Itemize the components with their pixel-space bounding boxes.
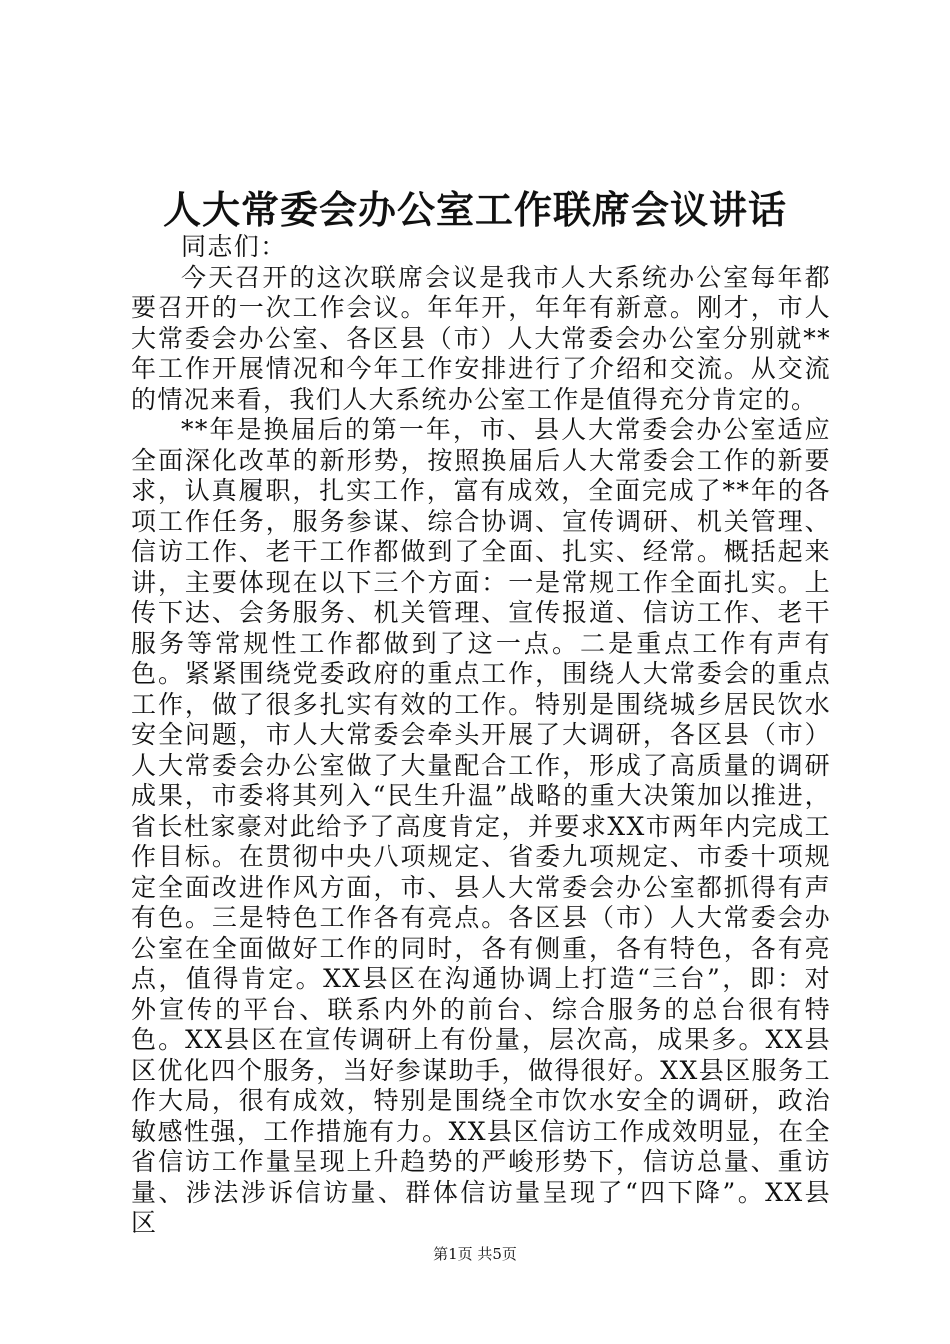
paragraph-1: 今天召开的这次联席会议是我市人大系统办公室每年都要召开的一次工作会议。年年开，年年有新意。刚才，市人大常委会办公室、各区县（市）人大常委会办公室分别就**年工作开展情况和今年工作安排进行了介绍和交流。从交流的情况来看，我们人大系统办公室工作是值得充分肯定的。 <box>131 262 831 414</box>
document-title: 人大常委会办公室工作联席会议讲话 <box>162 187 787 232</box>
document-body <box>131 232 831 1239</box>
page-footer: 第1页 共5页 <box>433 1245 517 1263</box>
greeting-line: 同志们： <box>181 232 287 261</box>
paragraph-2: **年是换届后的第一年，市、县人大常委会办公室适应全面深化改革的新形势，按照换届后人大常委会工作的新要求，认真履职，扎实工作，富有成效，全面完成了**年的各项工作任务，服务参谋、综合协调、宣传调研、机关管理、信访工作、老干工作都做到了全面、扎实、经常。概括起来讲，主要体现在以下三个方面：一是常规工作全面扎实。上传下达、会务服务、机关管理、宣传报道、信访工作、老干服务等常规性工作都做到了这一点。二是重点工作有声有色。紧紧围绕党委政府的重点工作，围绕人大常委会的重点工作，做了很多扎实有效的工作。特别是围绕城乡居民饮水安全问题，市人大常委会牵头开展了大调研，各区县（市）人大常委会办公室做了大量配合工作，形成了高质量的调研成果，市委将其列入“民生升温”战略的重大决策加以推进，省长杜家豪对此给予了高度肯定，并要求XX市两年内完成工作目标。在贯彻中央八项规定、省委九项规定、市委十项规定全面改进作风方面，市、县人大常委会办公室都抓得有声有色。三是特色工作各有亮点。各区县（市）人大常委会办公室在全面做好工作的同时，各有侧重，各有特色，各有亮点，值得肯定。XX县区在沟通协调上打造“三台”，即：对外宣传的平台、联系内外的前台、综合服务的总台很有特色。XX县区在宣传调研上有份量，层次高，成果多。XX县区优化四个服务，当好参谋助手，做得很好。XX县区服务工作大局，很有成效，特别是围绕全市饮水安全的调研，政治敏感性强，工作措施有力。XX县区信访工作成效明显，在全省信访工作量呈现上升趋势的严峻形势下，信访总量、重访量、涉法涉诉信访量、群体信访量呈现了“四下降”。XX县区 <box>131 415 831 1237</box>
